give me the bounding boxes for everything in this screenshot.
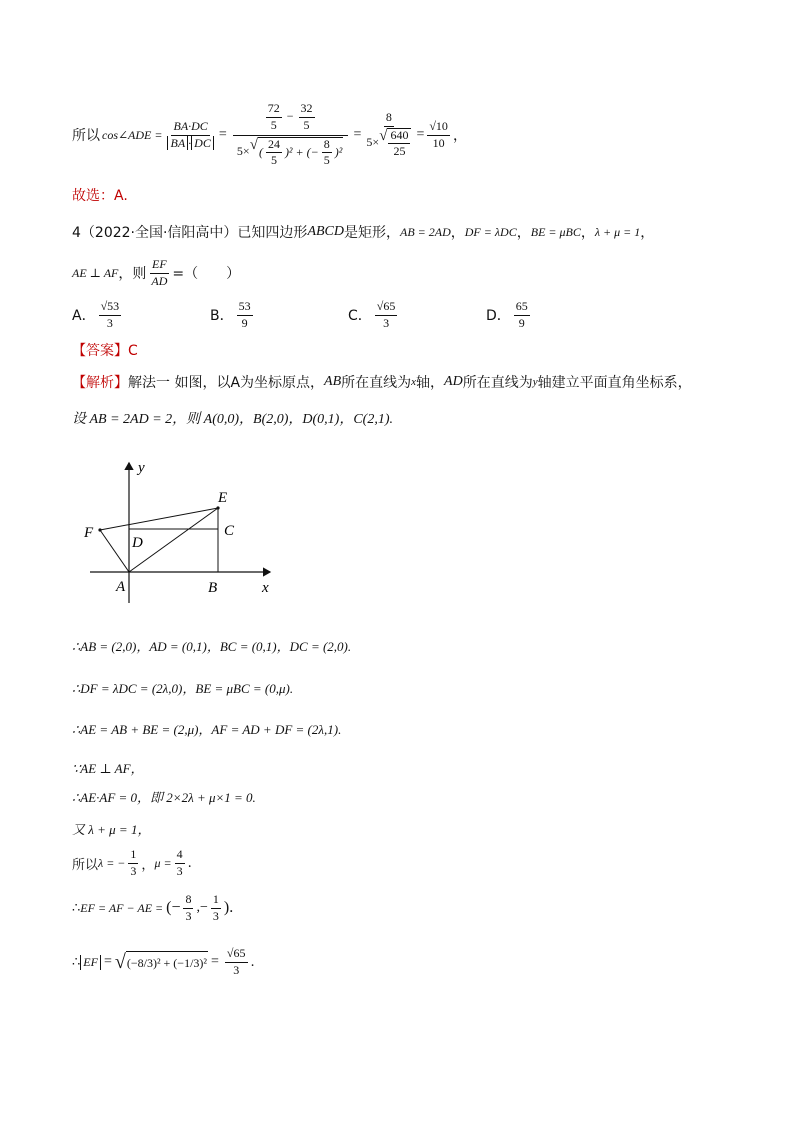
label-a: A [116,579,126,595]
step-5: ∴AE·AF = 0，即 2×2λ + μ×1 = 0. [72,790,256,805]
label-x: x [262,580,269,596]
segment-fa [100,530,129,572]
question-line-1: 4（2022·全国·信阳高中）已知四边形 ABCD 是矩形， AB = 2AD ， DF = λDC ， BE = μBC ， λ + μ = 1 ， [72,224,655,241]
fraction-result: $\frac{√10}{10}$ [429,118,448,150]
step-3: ∴AE = AB + BE = (2,μ)，AF = AD + DF = (2λ,1). [72,722,342,737]
fraction-vectors [165,120,215,151]
analysis-line-2: 设 AB = 2AD = 2，则 A(0,0)，B(2,0)，D(0,1)，C(2,1). [72,412,394,427]
fraction-values-denominator: 5× √ ( $\frac{24}{5}$ )² + (− $\frac{8}{5}$ )² [236,136,343,168]
step-8: ∴ EF = AF − AE = (− $\frac{8}{3}$ ,− $\frac{1}{3}$ ). [72,891,234,923]
step-9: ∴ EF = √ (−8/3)² + (−1/3)² = $\frac{√65}{3}$ . [72,945,255,977]
option-a[interactable]: A． $\frac{√53}{3}$ [72,299,120,330]
label-y: y [138,460,145,476]
formula-prefix: 所以 [72,128,100,144]
step-7: 所以 λ = − $\frac{1}{3}$ ， μ = $\frac{4}{3}$ . [72,846,192,878]
question-line-2: AE ⊥ AF ，则 $\frac{EF}{AD}$ =（ ） [72,256,241,288]
fraction-vectors-numerator: BA·DC [171,120,209,136]
label-f: F [84,525,94,541]
formula-lhs: cos∠ADE = [102,127,163,142]
fraction-values-numerator: $\frac{72}{5}$ − $\frac{32}{5}$ [233,102,348,136]
cos-formula-line: 所以 cos∠ADE = $\frac{BA\cdot DC}{BA \cdot DC}$ = $\frac{72}{5}$ − $\frac{32}{5}$ 5× √ ( $\frac{24}{5}$ )² + (− $\frac{8}{5}$ )² = 8 5× √ $\frac{640}{25}$ = $\frac{√10}{10}$ ， [72,100,467,168]
step-1: ∴AB = (2,0)，AD = (0,1)，BC = (0,1)，DC = (2,0). [72,639,352,654]
option-b[interactable]: B． $\frac{53}{9}$ [210,299,251,330]
answer-label: 【答案】C [72,343,138,359]
analysis-line-1: 【解析】 解法一 如图，以A为坐标原点， AB 所在直线为 x 轴， AD 所在直线为 y 轴建立平面直角坐标系， [72,374,692,391]
label-e: E [218,490,228,506]
point-f [98,528,101,531]
label-c: C [224,523,235,539]
coordinate-figure [78,455,298,615]
label-b: B [208,580,218,596]
option-d[interactable]: D． $\frac{65}{9}$ [486,299,528,330]
step-4: ∵AE ⊥ AF， [72,761,144,776]
label-d: D [132,535,143,551]
step-2: ∴DF = λDC = (2λ,0)，BE = μBC = (0,μ). [72,681,294,696]
previous-answer: 故选：A. [72,188,128,204]
fraction-values [233,102,348,168]
option-c[interactable]: C． $\frac{√65}{3}$ [348,299,396,330]
segment-fe [100,508,218,530]
step-6: 又 λ + μ = 1， [72,822,151,837]
fraction-simplified: 8 5× √ $\frac{640}{25}$ [364,111,413,159]
fraction-vectors-denominator: BA · DC [165,136,215,151]
ratio-fraction: $\frac{EF}{AD}$ [151,256,168,288]
point-e [216,506,219,509]
